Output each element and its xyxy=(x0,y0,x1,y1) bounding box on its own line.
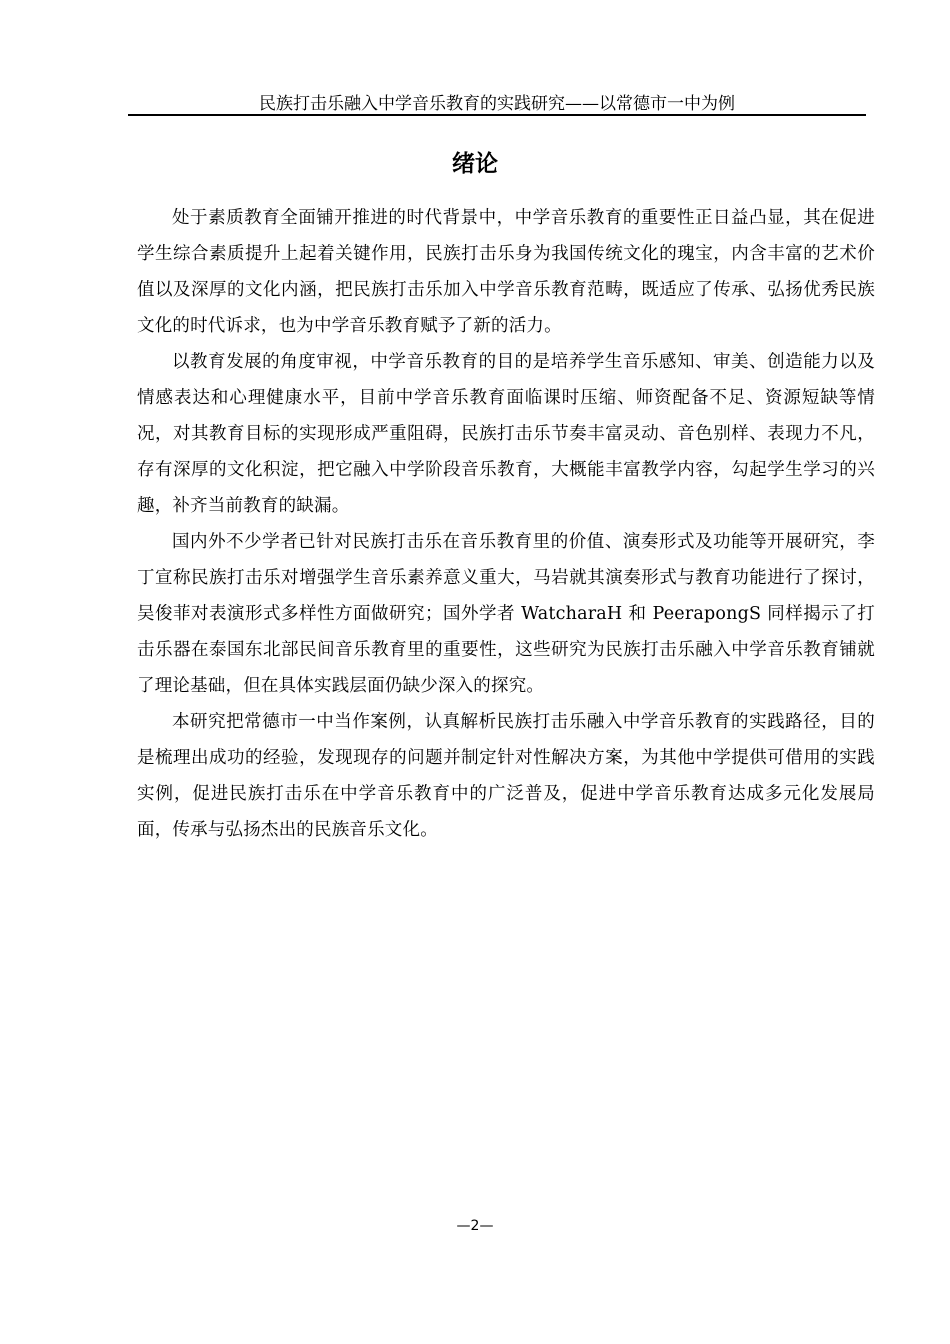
section-title: 绪论 xyxy=(452,151,498,177)
paragraph-1: 处于素质教育全面铺开推进的时代背景中，中学音乐教育的重要性正日益凸显，其在促进学生综合素质提升上起着关键作用，民族打击乐身为我国传统文化的瑰宝，内含丰富的艺术价值以及深厚的文化内涵，把民族打击乐加入中学音乐教育范畴，既适应了传承、弘扬优秀民族文化的时代诉求，也为中学音乐教育赋予了新的活力。 xyxy=(137,208,875,336)
page-number: —2— xyxy=(456,1218,494,1234)
paragraph-4: 本研究把常德市一中当作案例，认真解析民族打击乐融入中学音乐教育的实践路径，目的是梳理出成功的经验，发现现存的问题并制定针对性解决方案，为其他中学提供可借用的实践实例，促进民族打击乐在中学音乐教育中的广泛普及，促进中学音乐教育达成多元化发展局面，传承与弘扬杰出的民族音乐文化。 xyxy=(137,712,875,840)
running-header: 民族打击乐融入中学音乐教育的实践研究——以常德市一中为例 xyxy=(259,94,735,114)
paragraph-3: 国内外不少学者已针对民族打击乐在音乐教育里的价值、演奏形式及功能等开展研究，李丁宣称民族打击乐对增强学生音乐素养意义重大，马岩就其演奏形式与教育功能进行了探讨，吴俊菲对表演形式多样性方面做研究；国外学者 WatcharaH 和 PeerapongS 同样揭示了打击乐器在泰国东北部民间音乐教育里的重要性，这些研究为民族打击乐融入中学音乐教育铺就了理论基础，但在具体实践层面仍缺少深入的探究。 xyxy=(137,532,875,696)
body-text xyxy=(137,200,875,848)
header-divider xyxy=(128,114,866,116)
paragraph-2: 以教育发展的角度审视，中学音乐教育的目的是培养学生音乐感知、审美、创造能力以及情感表达和心理健康水平，目前中学音乐教育面临课时压缩、师资配备不足、资源短缺等情况，对其教育目标的实现形成严重阻碍，民族打击乐节奏丰富灵动、音色别样、表现力不凡，存有深厚的文化积淀，把它融入中学阶段音乐教育，大概能丰富教学内容，勾起学生学习的兴趣，补齐当前教育的缺漏。 xyxy=(137,352,875,516)
